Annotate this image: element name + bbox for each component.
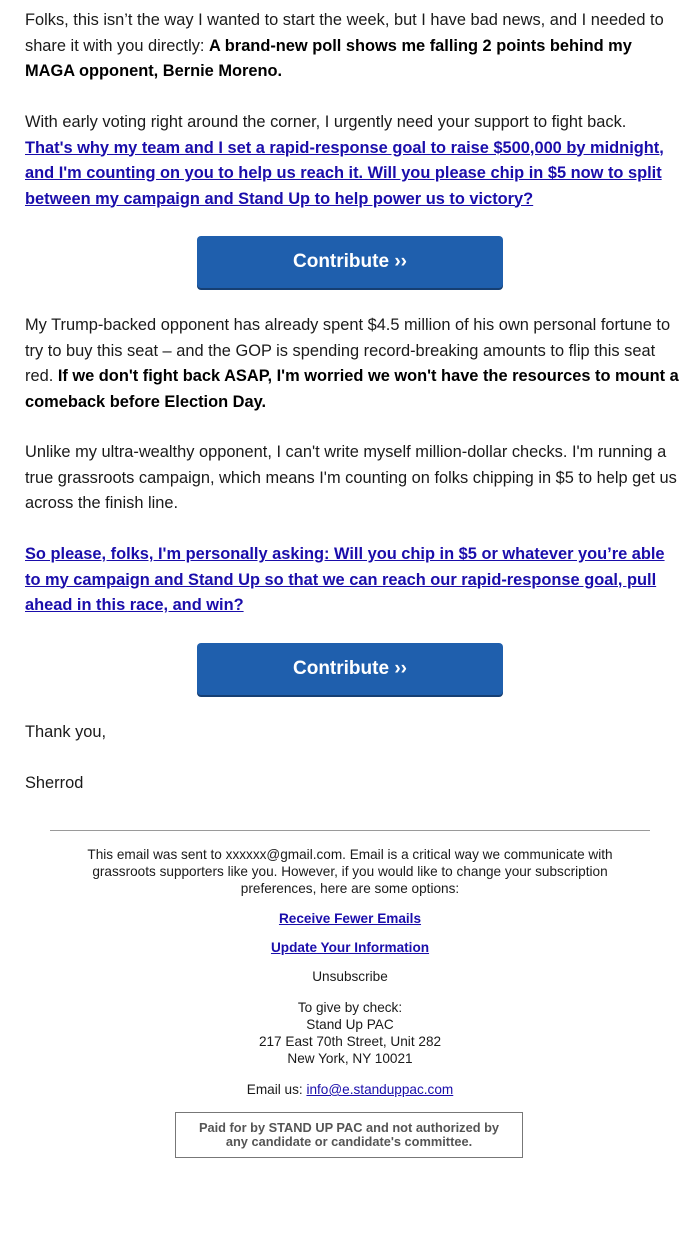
- contact-row: [50, 1081, 650, 1098]
- street-address: 217 East 70th Street, Unit 282: [258, 1034, 442, 1049]
- footer-divider: [50, 830, 650, 831]
- org-name: Stand Up PAC: [306, 1017, 394, 1032]
- signoff-name: Sherrod: [25, 774, 84, 792]
- donate-link-1[interactable]: That's why my team and I set a rapid-response goal to raise $500,000 by midnight, and I'm counting on you to help us reach it. Will you please chip in $5 now to split between my campaign and Stand Up to help power us to victory?: [25, 138, 664, 208]
- urgency-paragraph: [25, 110, 680, 212]
- contact-email-link[interactable]: info@e.standuppac.com: [306, 1082, 454, 1097]
- sent-notice: This email was sent to xxxxxx@gmail.com. Email is a critical way we communicate with grassroots supporters like you. However, if you would like to change your subscription preferences, here are some options:: [87, 847, 613, 896]
- paid-for-disclaimer: Paid for by STAND UP PAC and not authorized by any candidate or candidate's committee.: [175, 1112, 523, 1158]
- intro-text: Folks, this isn’t the way I wanted to start the week, but I have bad news, and I needed to share it with you directly:: [25, 11, 664, 55]
- intro-paragraph: [25, 8, 680, 85]
- opponent-text: My Trump-backed opponent has already spent $4.5 million of his own personal fortune to try to buy this seat – and the GOP is spending record-breaking amounts to flip this seat red.: [25, 316, 671, 385]
- check-label: To give by check:: [297, 1000, 403, 1015]
- update-information-link[interactable]: Update Your Information: [270, 940, 430, 955]
- footer-update-info-row: [50, 939, 650, 956]
- grassroots-paragraph: Unlike my ultra-wealthy opponent, I can't write myself million-dollar checks. I'm running a true grassroots campaign, which means I'm counting on folks chipping in $5 to help get us across the finish line.: [25, 443, 677, 512]
- ask-paragraph: [25, 542, 680, 619]
- contribute-button-1[interactable]: Contribute ››: [197, 236, 503, 288]
- urgency-text: With early voting right around the corner, I urgently need your support to fight back.: [25, 113, 627, 131]
- footer-fewer-emails-row: [50, 910, 650, 927]
- donate-link-2[interactable]: So please, folks, I'm personally asking: Will you chip in $5 or whatever you’re able to my campaign and Stand Up so that we can reach our rapid-response goal, pull ahead in this race, and win?: [25, 545, 665, 614]
- unsubscribe-link[interactable]: Unsubscribe: [312, 969, 388, 984]
- intro-bold: A brand-new poll shows me falling 2 points behind my MAGA opponent, Bernie Moreno.: [25, 36, 632, 80]
- contribute-button-2[interactable]: Contribute ››: [197, 643, 503, 695]
- opponent-bold: If we don't fight back ASAP, I'm worried we won't have the resources to mount a comeback before Election Day.: [25, 367, 679, 411]
- email-label: Email us:: [246, 1082, 307, 1097]
- receive-fewer-emails-link[interactable]: Receive Fewer Emails: [278, 911, 422, 926]
- opponent-paragraph: [25, 313, 680, 415]
- mailing-address: [50, 999, 650, 1067]
- city-address: New York, NY 10021: [287, 1051, 413, 1066]
- signoff-thanks: Thank you,: [25, 723, 107, 741]
